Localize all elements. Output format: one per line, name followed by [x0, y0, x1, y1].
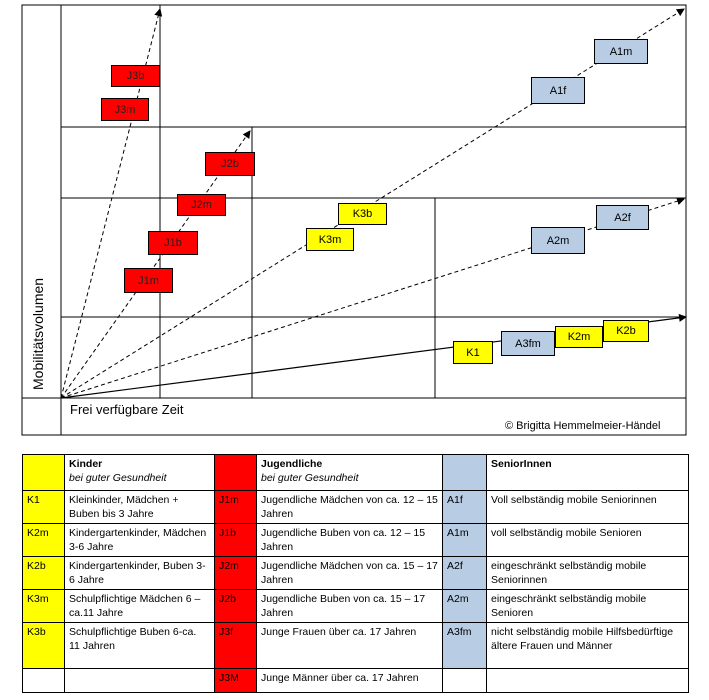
copyright: © Brigitta Hemmelmeier-Händel — [505, 420, 661, 432]
legend-header-kinder: Kinder bei guter Gesundheit — [65, 455, 215, 491]
legend-desc: nicht selbständig mobile Hilfsbedürftige ältere Frauen und Männer — [487, 623, 689, 669]
box-j3m: J3m — [101, 98, 149, 121]
legend-swatch-senioren — [443, 455, 487, 491]
legend-desc: Jugendliche Mädchen von ca. 12 – 15 Jahren — [257, 491, 443, 524]
legend-header-jugend: Jugendliche bei guter Gesundheit — [257, 455, 443, 491]
legend-desc: Kindergartenkinder, Mädchen 3-6 Jahre — [65, 524, 215, 557]
x-axis-label: Frei verfügbare Zeit — [70, 402, 184, 417]
box-j1m: J1m — [124, 268, 173, 293]
box-k2m: K2m — [555, 326, 603, 348]
box-k3b: K3b — [338, 203, 387, 225]
legend-code: A3fm — [443, 623, 487, 669]
legend-desc: Jugendliche Buben von ca. 15 – 17 Jahren — [257, 590, 443, 623]
y-axis-label: Mobilitätsvolumen — [30, 277, 46, 390]
legend-desc: Junge Frauen über ca. 17 Jahren — [257, 623, 443, 669]
box-k3m: K3m — [306, 228, 354, 251]
box-a3fm: A3fm — [501, 331, 555, 356]
box-k2b: K2b — [603, 320, 649, 342]
box-k1: K1 — [453, 341, 493, 364]
arrow-a2 — [61, 199, 684, 398]
legend-code: A1m — [443, 524, 487, 557]
box-a1f: A1f — [531, 77, 585, 104]
box-a2m: A2m — [531, 227, 585, 254]
legend-swatch-jugend — [215, 455, 257, 491]
legend-code: J3M — [215, 669, 257, 693]
legend-table — [22, 454, 689, 693]
legend-desc: Junge Männer über ca. 17 Jahren — [257, 669, 443, 693]
legend-code: K2b — [23, 557, 65, 590]
legend-empty-cell — [23, 669, 65, 693]
legend-desc: Schulpflichtige Buben 6-ca. 11 Jahren — [65, 623, 215, 669]
legend-desc: Kindergartenkinder, Buben 3-6 Jahre — [65, 557, 215, 590]
legend-empty-cell — [65, 669, 215, 693]
box-j3b: J3b — [111, 65, 160, 87]
legend-code: J1b — [215, 524, 257, 557]
legend-header-senioren: SeniorInnen — [487, 455, 689, 491]
legend-code: J2b — [215, 590, 257, 623]
legend-code: J3f — [215, 623, 257, 669]
legend-desc: Voll selbständig mobile Seniorinnen — [487, 491, 689, 524]
legend-desc: voll selbständig mobile Senioren — [487, 524, 689, 557]
legend-empty-cell — [443, 669, 487, 693]
box-j2b: J2b — [205, 152, 255, 176]
legend-desc: Schulpflichtige Mädchen 6 – ca.11 Jahre — [65, 590, 215, 623]
legend-code: K1 — [23, 491, 65, 524]
legend-empty-cell — [487, 669, 689, 693]
box-a1m: A1m — [594, 39, 648, 64]
legend-code: K2m — [23, 524, 65, 557]
box-j1b: J1b — [148, 231, 198, 255]
legend-code: A2f — [443, 557, 487, 590]
legend-code: J2m — [215, 557, 257, 590]
legend-desc: Jugendliche Buben von ca. 12 – 15 Jahren — [257, 524, 443, 557]
legend-desc: eingeschränkt selbständig mobile Senioren — [487, 590, 689, 623]
legend-desc: Kleinkinder, Mädchen + Buben bis 3 Jahre — [65, 491, 215, 524]
box-j2m: J2m — [177, 194, 226, 216]
legend-desc: eingeschränkt selbständig mobile Seniorinnen — [487, 557, 689, 590]
legend-code: J1m — [215, 491, 257, 524]
legend-code: K3m — [23, 590, 65, 623]
legend-code: A2m — [443, 590, 487, 623]
box-a2f: A2f — [596, 205, 649, 230]
legend-code: K3b — [23, 623, 65, 669]
legend-desc: Jugendliche Mädchen von ca. 15 – 17 Jahren — [257, 557, 443, 590]
legend-code: A1f — [443, 491, 487, 524]
legend-swatch-kinder — [23, 455, 65, 491]
